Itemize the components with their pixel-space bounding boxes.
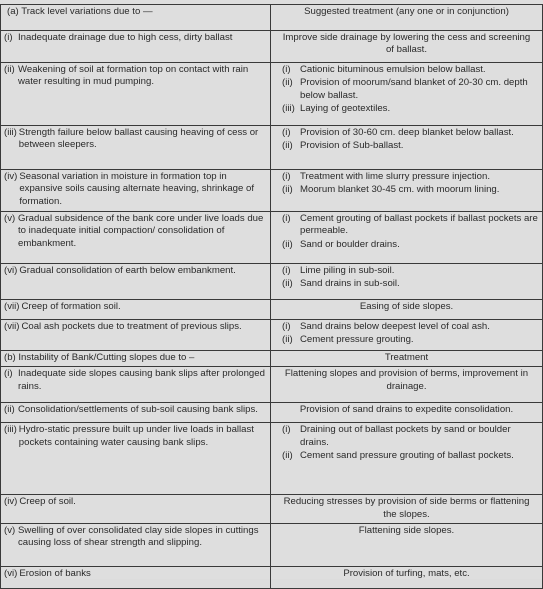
treatment-item [274, 140, 539, 152]
cause-number: (iv) [4, 496, 18, 508]
cause-cell [1, 63, 271, 126]
cause-text: Hydro-static pressure built up under live loads in ballast pockets containing water causing bank slips. [18, 424, 254, 448]
cause-number: (iii) [4, 424, 17, 436]
treatment-number: (ii) [282, 449, 293, 461]
treatment-text: Provision of moorum/sand blanket of 20-30 cm. depth below ballast. [300, 77, 528, 101]
cause-number: (vi) [4, 567, 18, 579]
cause-number: (ii) [4, 64, 15, 75]
section-b-treatment-heading: Treatment [271, 351, 543, 367]
treatment-cell [271, 523, 543, 566]
table-row [1, 423, 543, 495]
cause-text: Weakening of soil at formation top on contact with rain water resulting in mud pumping. [18, 64, 249, 88]
table-row [1, 170, 543, 212]
treatment-item [274, 525, 539, 537]
cause-text: Erosion of banks [19, 567, 91, 579]
cause-text: Creep of soil. [19, 496, 76, 508]
treatment-item [274, 496, 539, 521]
treatment-text: Provision of Sub-ballast. [300, 140, 404, 152]
cause-cell [1, 126, 271, 170]
cause-number: (vi) [4, 265, 18, 276]
treatment-item [274, 301, 539, 313]
treatment-cell [271, 423, 543, 495]
table-row [1, 403, 543, 423]
treatment-text: Easing of side slopes. [359, 301, 454, 312]
table-row [1, 320, 543, 351]
treatment-cell [271, 170, 543, 212]
treatment-item [274, 239, 539, 251]
treatment-item [274, 265, 539, 277]
treatment-cell [271, 63, 543, 126]
treatment-cell [271, 212, 543, 264]
cause-number: (ii) [4, 404, 15, 416]
treatment-text: Cement grouting of ballast pockets if ballast pockets are permeable. [300, 213, 538, 237]
treatment-number: (ii) [282, 140, 293, 152]
cause-cell [1, 170, 271, 212]
treatment-item [274, 184, 539, 196]
treatment-item [274, 568, 539, 580]
treatment-text: Lime piling in sub-soil. [300, 265, 395, 276]
table-row [1, 523, 543, 566]
treatment-item [274, 32, 539, 57]
treatment-item [274, 321, 539, 333]
treatment-cell [271, 300, 543, 320]
treatment-text: Sand drains in sub-soil. [300, 278, 400, 290]
treatment-item [274, 404, 539, 416]
cause-cell [1, 566, 271, 588]
cause-number: (v) [4, 213, 16, 224]
table-row [1, 212, 543, 264]
cause-number: (iv) [4, 171, 18, 182]
table-row [1, 566, 543, 588]
table-row [1, 495, 543, 524]
cause-text: Coal ash pockets due to treatment of previous slips. [21, 321, 242, 332]
treatment-table [0, 4, 543, 589]
cause-cell [1, 31, 271, 63]
cause-cell [1, 495, 271, 524]
treatment-text: Moorum blanket 30-45 cm. with moorum lining. [300, 184, 500, 196]
treatment-item [274, 103, 539, 115]
treatment-number: (i) [282, 64, 291, 75]
cause-cell [1, 300, 271, 320]
section-a-header-row [1, 5, 543, 31]
cause-cell [1, 212, 271, 264]
table-row [1, 126, 543, 170]
treatment-item [274, 450, 539, 462]
cause-cell [1, 320, 271, 351]
treatment-cell [271, 566, 543, 588]
treatment-number: (ii) [282, 334, 293, 346]
treatment-number: (ii) [282, 184, 293, 196]
treatment-text: Provision of turfing, mats, etc. [343, 567, 470, 579]
table-row [1, 63, 543, 126]
cause-text: Gradual subsidence of the bank core under live loads due to inadequate initial compaction/ consolidation of embankment. [18, 213, 264, 249]
treatment-item [274, 171, 539, 183]
treatment-cell [271, 126, 543, 170]
table-row [1, 264, 543, 300]
treatment-text: Cement sand pressure grouting of ballast pockets. [300, 449, 514, 461]
treatment-text: Cement pressure grouting. [300, 334, 414, 346]
treatment-text: Laying of geotextiles. [300, 102, 391, 114]
treatment-item [274, 278, 539, 290]
cause-text: Strength failure below ballast causing heaving of cess or between sleepers. [18, 127, 259, 151]
cause-text: Inadequate drainage due to high cess, dirty ballast [18, 32, 233, 43]
section-b-header-row [1, 351, 543, 367]
cause-cell [1, 403, 271, 423]
treatment-number: (i) [282, 424, 291, 436]
treatment-number: (ii) [282, 77, 293, 89]
treatment-text: Treatment with lime slurry pressure injection. [300, 171, 490, 182]
treatment-item [274, 77, 539, 102]
cause-number: (i) [4, 32, 13, 43]
treatment-cell [271, 403, 543, 423]
treatment-number: (i) [282, 321, 291, 332]
treatment-number: (i) [282, 127, 291, 138]
cause-number: (i) [4, 368, 13, 380]
treatment-text: Sand or boulder drains. [300, 238, 400, 250]
treatment-text: Provision of sand drains to expedite consolidation. [299, 404, 514, 416]
cause-cell [1, 367, 271, 403]
cause-number: (vii) [4, 321, 20, 332]
treatment-cell [271, 495, 543, 524]
treatment-text: Cationic bituminous emulsion below ballast. [300, 64, 486, 75]
cause-cell [1, 264, 271, 300]
table-row [1, 367, 543, 403]
treatment-number: (ii) [282, 278, 293, 290]
treatment-item [274, 368, 539, 393]
treatment-cell [271, 264, 543, 300]
treatment-number: (i) [282, 213, 291, 224]
section-a-cause-heading: (a) Track level variations due to — [1, 5, 271, 31]
treatment-item [274, 424, 539, 449]
section-b-cause-heading: (b) Instability of Bank/Cutting slopes due to – [1, 351, 271, 367]
treatment-number: (iii) [282, 102, 295, 114]
treatment-text: Draining out of ballast pockets by sand or boulder drains. [300, 424, 511, 448]
treatment-item [274, 127, 539, 139]
cause-text: Seasonal variation in moisture in formation top in expansive soils causing alternate heaving, shrinkage of formation. [19, 171, 254, 207]
treatment-text: Flattening side slopes. [358, 524, 455, 536]
cause-cell [1, 523, 271, 566]
treatment-text: Flattening slopes and provision of berms, improvement in drainage. [284, 368, 529, 392]
cause-cell [1, 423, 271, 495]
treatment-number: (i) [282, 171, 291, 182]
treatment-number: (i) [282, 265, 291, 276]
section-a-treatment-heading: Suggested treatment (any one or in conjunction) [271, 5, 543, 31]
cause-text: Consolidation/settlements of sub-soil causing bank slips. [18, 404, 258, 416]
cause-text: Creep of formation soil. [21, 301, 121, 312]
table-row [1, 300, 543, 320]
treatment-text: Provision of 30-60 cm. deep blanket below ballast. [300, 127, 514, 138]
treatment-item [274, 334, 539, 346]
treatment-item [274, 64, 539, 76]
cause-text: Swelling of over consolidated clay side slopes in cuttings causing loss of shear strength and slipping. [18, 524, 259, 549]
treatment-number: (ii) [282, 238, 293, 250]
treatment-text: Reducing stresses by provision of side berms or flattening the slopes. [283, 496, 530, 520]
cause-number: (vii) [4, 301, 20, 312]
cause-number: (v) [4, 524, 16, 536]
cause-text: Inadequate side slopes causing bank slips after prolonged rains. [18, 368, 265, 392]
treatment-text: Sand drains below deepest level of coal ash. [300, 321, 490, 332]
cause-text: Gradual consolidation of earth below embankment. [19, 265, 236, 276]
treatment-text: Improve side drainage by lowering the cess and screening of ballast. [282, 32, 531, 56]
treatment-item [274, 213, 539, 238]
treatment-cell [271, 31, 543, 63]
cause-number: (iii) [4, 127, 17, 138]
table-row [1, 31, 543, 63]
treatment-cell [271, 367, 543, 403]
treatment-cell [271, 320, 543, 351]
